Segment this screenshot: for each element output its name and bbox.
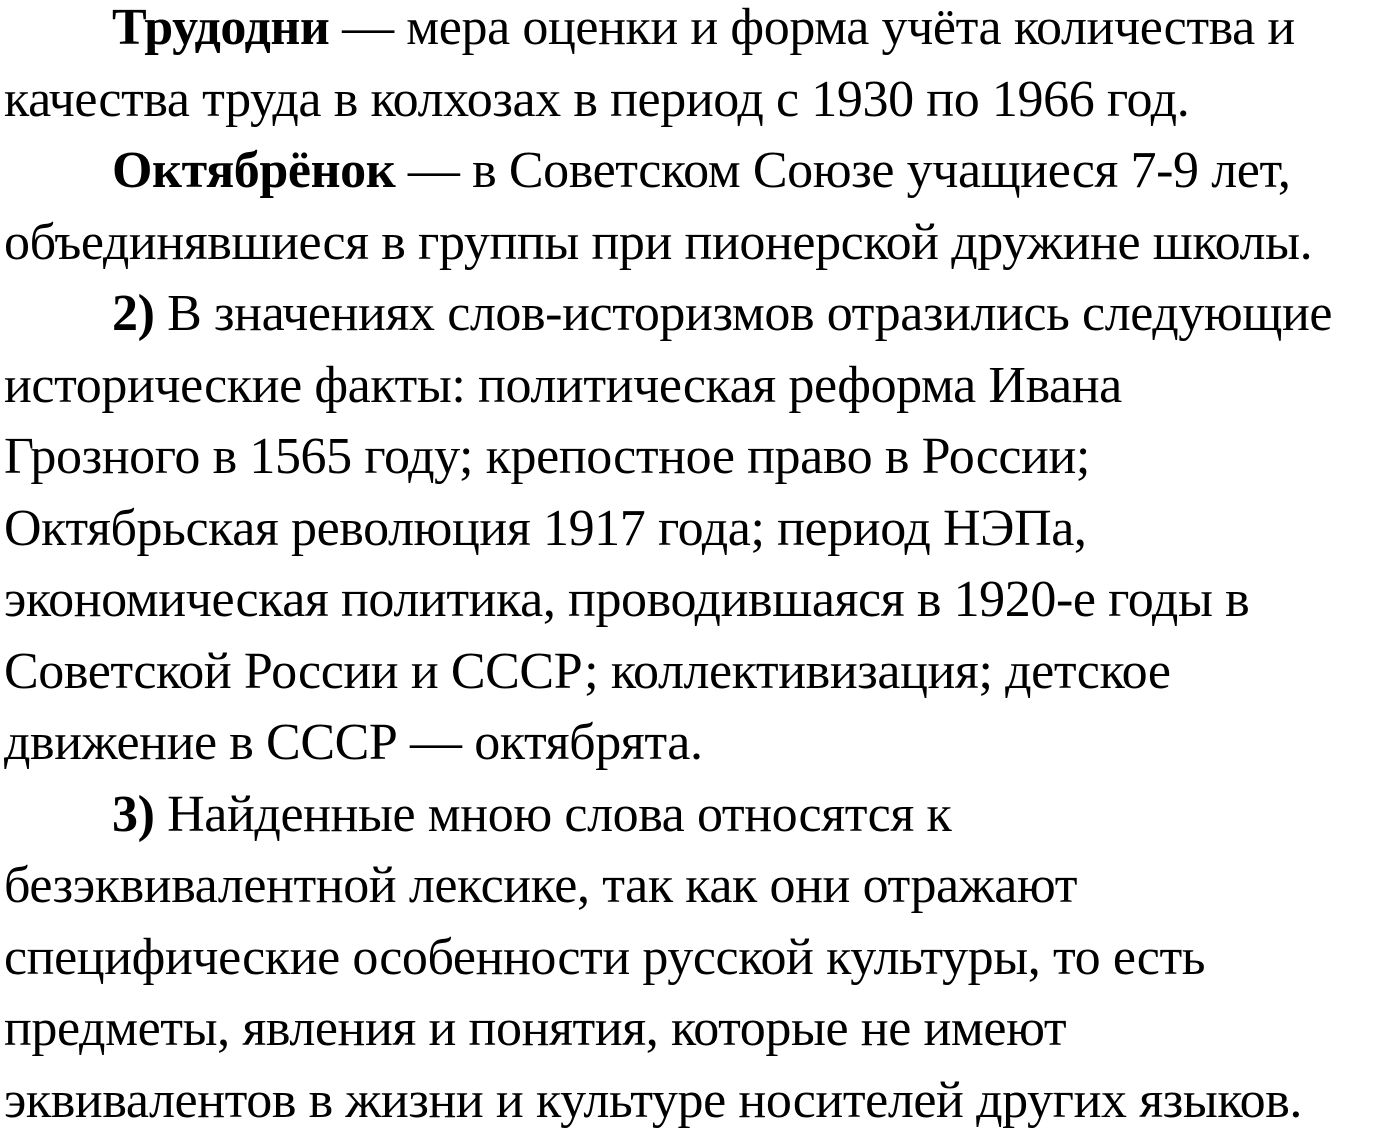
- definition-text: — в Советском Союзе учащиеся 7-9 лет,: [395, 142, 1290, 199]
- paragraph-trudodni-line-1: [4, 0, 1400, 64]
- paragraph-point-2-line-6: Советской России и СССР; коллективизация; детское: [4, 636, 1400, 708]
- paragraph-point-3-line-2: безэквивалентной лексике, так как они отражают: [4, 850, 1400, 922]
- paragraph-point-2-line-1: [4, 278, 1400, 350]
- body-text: Найденные мною слова относятся к: [155, 786, 952, 843]
- term-trudodni: Трудодни: [112, 0, 330, 56]
- paragraph-point-3-line-3: специфические особенности русской культуры, то есть: [4, 922, 1400, 994]
- point-number-3: 3): [112, 786, 155, 843]
- body-text: В значениях слов-историзмов отразились следующие: [155, 285, 1333, 342]
- paragraph-oktyabrenok-line-1: [4, 135, 1400, 207]
- term-oktyabrenok: Октябрёнок: [112, 142, 395, 199]
- paragraph-point-2-line-4: Октябрьская революция 1917 года; период НЭПа,: [4, 493, 1400, 565]
- paragraph-point-3-line-4: предметы, явления и понятия, которые не имеют: [4, 993, 1400, 1065]
- paragraph-point-2-line-3: Грозного в 1565 году; крепостное право в России;: [4, 421, 1400, 493]
- paragraph-point-2-line-2: исторические факты: политическая реформа Ивана: [4, 350, 1400, 422]
- definition-text: — мера оценки и форма учёта количества и: [330, 0, 1295, 56]
- paragraph-point-2-line-7: движение в СССР — октябрята.: [4, 707, 1400, 779]
- paragraph-trudodni-line-2: качества труда в колхозах в период с 1930 по 1966 год.: [4, 64, 1400, 136]
- paragraph-oktyabrenok-line-2: объединявшиеся в группы при пионерской дружине школы.: [4, 207, 1400, 279]
- paragraph-point-2-line-5: экономическая политика, проводившаяся в 1920-е годы в: [4, 564, 1400, 636]
- point-number-2: 2): [112, 285, 155, 342]
- paragraph-point-3-line-1: [4, 779, 1400, 851]
- paragraph-point-3-line-5: эквивалентов в жизни и культуре носителей других языков.: [4, 1065, 1400, 1136]
